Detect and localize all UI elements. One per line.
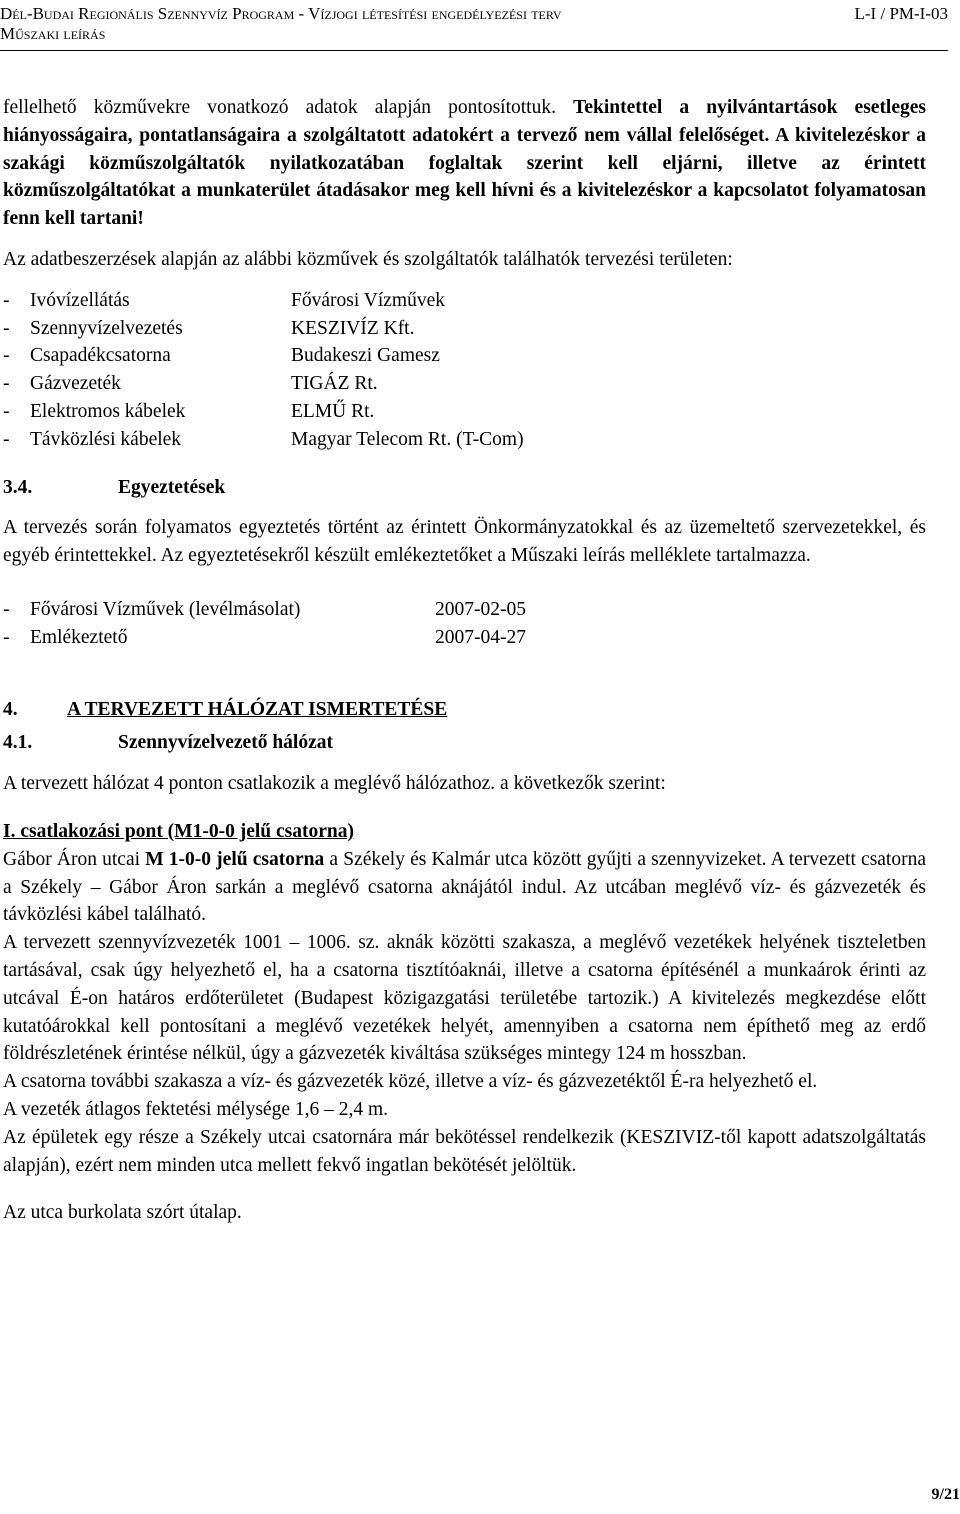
document-title: Dél-Budai Regionális Szennyvíz Program - Vízjogi létesítési engedélyezési terv: [0, 4, 562, 23]
coordination-date: 2007-04-27: [435, 626, 526, 648]
section-number: 3.4.: [3, 476, 33, 498]
section-title: Egyeztetések: [118, 476, 226, 498]
utility-provider: Magyar Telecom Rt. (T-Com): [291, 428, 524, 450]
page-header: [0, 4, 948, 44]
section-number: 4.: [3, 698, 18, 720]
utility-provider: ELMŰ Rt.: [291, 400, 375, 422]
intro-warning: Tekintettel a nyilvántartások esetleges hiányosságaira, pontatlanságaira a szolgáltatott adatokért a tervező nem vállal felelőséget. A kivitelezéskor a szakági közműszolgáltatók nyilatkozatában foglaltak szerint kell eljárni, illetve az érintett közműszolgáltatókat a munkaterület átadásakor meg kell hívni és a kivitelezéskor a kapcsolatot folyamatosan fenn kell tartani!: [3, 97, 926, 230]
list-item: - Távközlési kábelek Magyar Telecom Rt. (T-Com): [3, 426, 926, 454]
intro-paragraph: [3, 94, 926, 233]
page-number: 9/21: [931, 1486, 960, 1503]
utility-provider: TIGÁZ Rt.: [291, 373, 378, 395]
sewer-name: M 1-0-0 jelű csatorna: [145, 848, 325, 870]
utility-label: Szennyvízelvezetés: [30, 317, 183, 339]
utility-provider: Budakeszi Gamesz: [291, 345, 440, 367]
utility-label: Elektromos kábelek: [30, 400, 186, 422]
coordination-label: Emlékeztető: [30, 626, 128, 648]
list-item: - Gázvezeték TIGÁZ Rt.: [3, 370, 926, 398]
utility-provider: KESZIVÍZ Kft.: [291, 317, 415, 339]
coordination-label: Fővárosi Vízművek (levélmásolat): [30, 598, 301, 620]
section-heading-4-1: [3, 729, 926, 757]
text-span: Gábor Áron utcai: [3, 848, 146, 870]
connection-point-heading: I. csatlakozási pont (M1-0-0 jelű csatorna): [3, 820, 354, 842]
utility-label: Távközlési kábelek: [30, 428, 182, 450]
section-heading-4: [3, 696, 926, 724]
intro-text: fellelhető közművekre vonatkozó adatok alapján pontosítottuk.: [3, 97, 574, 118]
section-heading-3-4: [3, 474, 926, 502]
connection-paragraph: Az épületek egy része a Székely utcai csatornára már bekötéssel rendelkezik (KESZIVIZ-től kapott adatszolgáltatás alapján), ezért nem minden utca mellett fekvő ingatlan bekötését jelöltük.: [3, 1126, 926, 1176]
connection-paragraph: A vezeték átlagos fektetési mélysége 1,6 – 2,4 m.: [3, 1098, 389, 1120]
connection-paragraph: A tervezett szennyvízvezeték 1001 – 1006. sz. aknák közötti szakasza, a meglévő vezetékek helyének tiszteletben tartásával, csak úgy helyezhető el, ha a csatorna tisztítóaknái, illetve a csatorna építésénél a munkaárok érinti az utcával É-on határos erdőterületet (Budapest közigazgatási területébe tartozik.) A kivitelezés megkezdése előtt kutatóárokkal kell pontosítani a meglévő vezetékek helyét, amennyiben a csatorna nem építhető meg az erdő földrészletének érintése nélkül, úgy a gázvezeték kiváltása szükséges mintegy 124 m hosszban.: [3, 932, 926, 1065]
list-item: - Szennyvízelvezetés KESZIVÍZ Kft.: [3, 315, 926, 343]
page-content: [3, 94, 926, 1227]
document-subtitle: Műszaki leírás: [0, 24, 106, 43]
connection-paragraph: Az utca burkolata szórt útalap.: [3, 1202, 242, 1224]
utility-label: Csapadékcsatorna: [30, 345, 171, 367]
list-item: - Fővárosi Vízművek (levélmásolat) 2007-02-05: [3, 596, 926, 624]
header-divider: [0, 50, 948, 51]
list-item: - Elektromos kábelek ELMŰ Rt.: [3, 398, 926, 426]
utility-label: Gázvezeték: [30, 373, 121, 395]
text-span: a Székely és Kalmár utca között gyűjti a szennyvizeket. A tervezett csatorna a Székely – Gábor Áron sarkán a meglévő csatorna aknájától indul. Az utcában meglévő víz- és gázvezeték és távközlési kábel található.: [3, 848, 927, 926]
utilities-list: [3, 287, 926, 454]
coordination-list: [3, 596, 926, 652]
section-title: Szennyvízelvezető hálózat: [118, 732, 333, 754]
section-title: A TERVEZETT HÁLÓZAT ISMERTETÉSE: [67, 698, 448, 720]
document-code: L-I / PM-I-03: [854, 4, 948, 23]
coordination-date: 2007-02-05: [435, 598, 526, 620]
connection-paragraph: A csatorna további szakasza a víz- és gázvezeték közé, illetve a víz- és gázvezetéktől É-ra helyezhető el.: [3, 1071, 818, 1093]
utility-provider: Fővárosi Vízművek: [291, 289, 446, 311]
utility-label: Ivóvízellátás: [30, 289, 130, 311]
list-item: - Ivóvízellátás Fővárosi Vízművek: [3, 287, 926, 315]
connection-paragraph: [3, 846, 926, 929]
list-item: - Emlékeztető 2007-04-27: [3, 624, 926, 652]
list-item: - Csapadékcsatorna Budakeszi Gamesz: [3, 342, 926, 370]
section-paragraph: A tervezés során folyamatos egyeztetés történt az érintett Önkormányzatokkal és az üzemeltető szervezetekkel, és egyéb érintettekkel. Az egyeztetésekről készült emlékeztetőket a Műszaki leírás melléklete tartalmazza.: [3, 517, 926, 567]
section-number: 4.1.: [3, 732, 33, 754]
section-paragraph: A tervezett hálózat 4 ponton csatlakozik a meglévő hálózathoz. a következők szerint:: [3, 773, 666, 795]
utilities-intro: Az adatbeszerzések alapján az alábbi közművek és szolgáltatók találhatók tervezési területen:: [3, 248, 733, 270]
